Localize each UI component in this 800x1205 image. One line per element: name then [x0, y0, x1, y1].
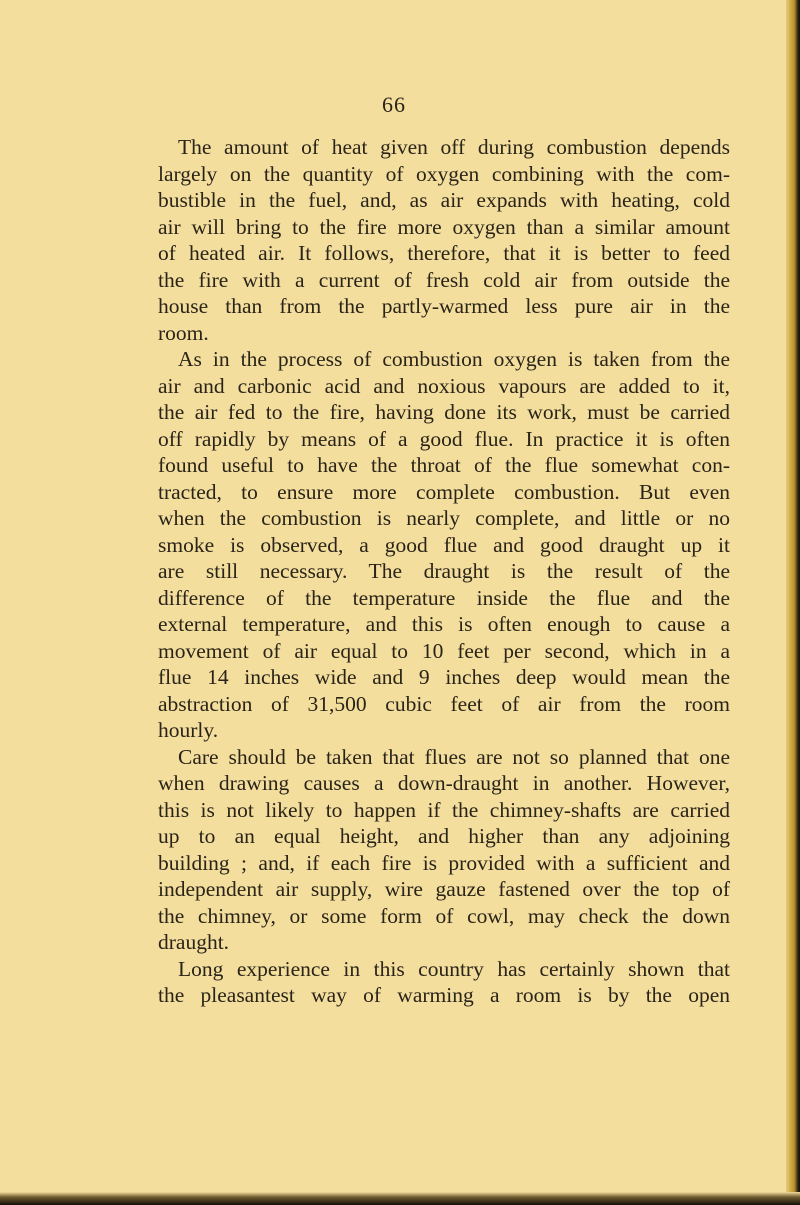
text-line-6: the fire with a current of fresh cold air from outside the	[158, 267, 730, 292]
text-line-29: independent air supply, wire gauze fastened over the top of	[158, 877, 730, 901]
text-line-1: The amount of heat given off during combustion depends	[178, 135, 730, 159]
text-line-25: when drawing causes a down-draught in another. However,	[158, 771, 730, 795]
page-edge-shadow	[786, 0, 800, 1205]
text-line-9: As in the process of combustion oxygen is taken from the	[178, 347, 730, 371]
text-line-2: largely on the quantity of oxygen combining with the com-	[158, 161, 730, 186]
text-line-32: Long experience in this country has certainly shown that	[178, 956, 730, 981]
text-line-8: room.	[158, 320, 209, 345]
text-line-10: air and carbonic acid and noxious vapours are added to it,	[158, 373, 730, 398]
text-line-3: bustible in the fuel, and, as air expands with heating, cold	[158, 188, 730, 212]
text-line-31: draught.	[158, 930, 230, 954]
text-line-11: the air fed to the fire, having done its work, must be carried	[158, 400, 730, 424]
text-line-5: of heated air. It follows, therefore, that it is better to feed	[158, 241, 730, 265]
page-number: 66	[382, 92, 406, 117]
text-line-28: building ; and, if each fire is provided with a sufficient and	[158, 850, 730, 875]
text-line-24: Care should be taken that flues are not so planned that one	[178, 744, 730, 769]
text-line-17: are still necessary. The draught is the result of the	[158, 559, 730, 583]
text-line-20: movement of air equal to 10 feet per second, which in a	[158, 638, 730, 663]
text-line-23: hourly.	[158, 718, 219, 742]
text-line-30: the chimney, or some form of cowl, may check the down	[158, 903, 730, 928]
text-line-18: difference of the temperature inside the flue and the	[158, 585, 730, 610]
text-line-26: this is not likely to happen if the chimney-shafts are carried	[158, 797, 730, 822]
text-line-21: flue 14 inches wide and 9 inches deep would mean the	[158, 665, 730, 689]
text-line-27: up to an equal height, and higher than any adjoining	[158, 824, 730, 848]
text-line-14: tracted, to ensure more complete combustion. But even	[158, 479, 730, 504]
text-line-12: off rapidly by means of a good flue. In practice it is often	[158, 426, 730, 451]
text-line-15: when the combustion is nearly complete, and little or no	[158, 506, 730, 530]
body-text	[158, 134, 730, 1009]
bottom-edge-shadow	[0, 1192, 800, 1205]
text-line-7: house than from the partly-warmed less pure air in the	[158, 294, 730, 318]
text-line-4: air will bring to the fire more oxygen than a similar amount	[158, 214, 730, 239]
text-line-16: smoke is observed, a good flue and good draught up it	[158, 532, 730, 557]
text-line-19: external temperature, and this is often enough to cause a	[158, 612, 730, 636]
text-line-13: found useful to have the throat of the flue somewhat con-	[158, 453, 730, 477]
text-line-33: the pleasantest way of warming a room is by the open	[158, 983, 730, 1007]
text-line-22: abstraction of 31,500 cubic feet of air from the room	[158, 691, 730, 716]
